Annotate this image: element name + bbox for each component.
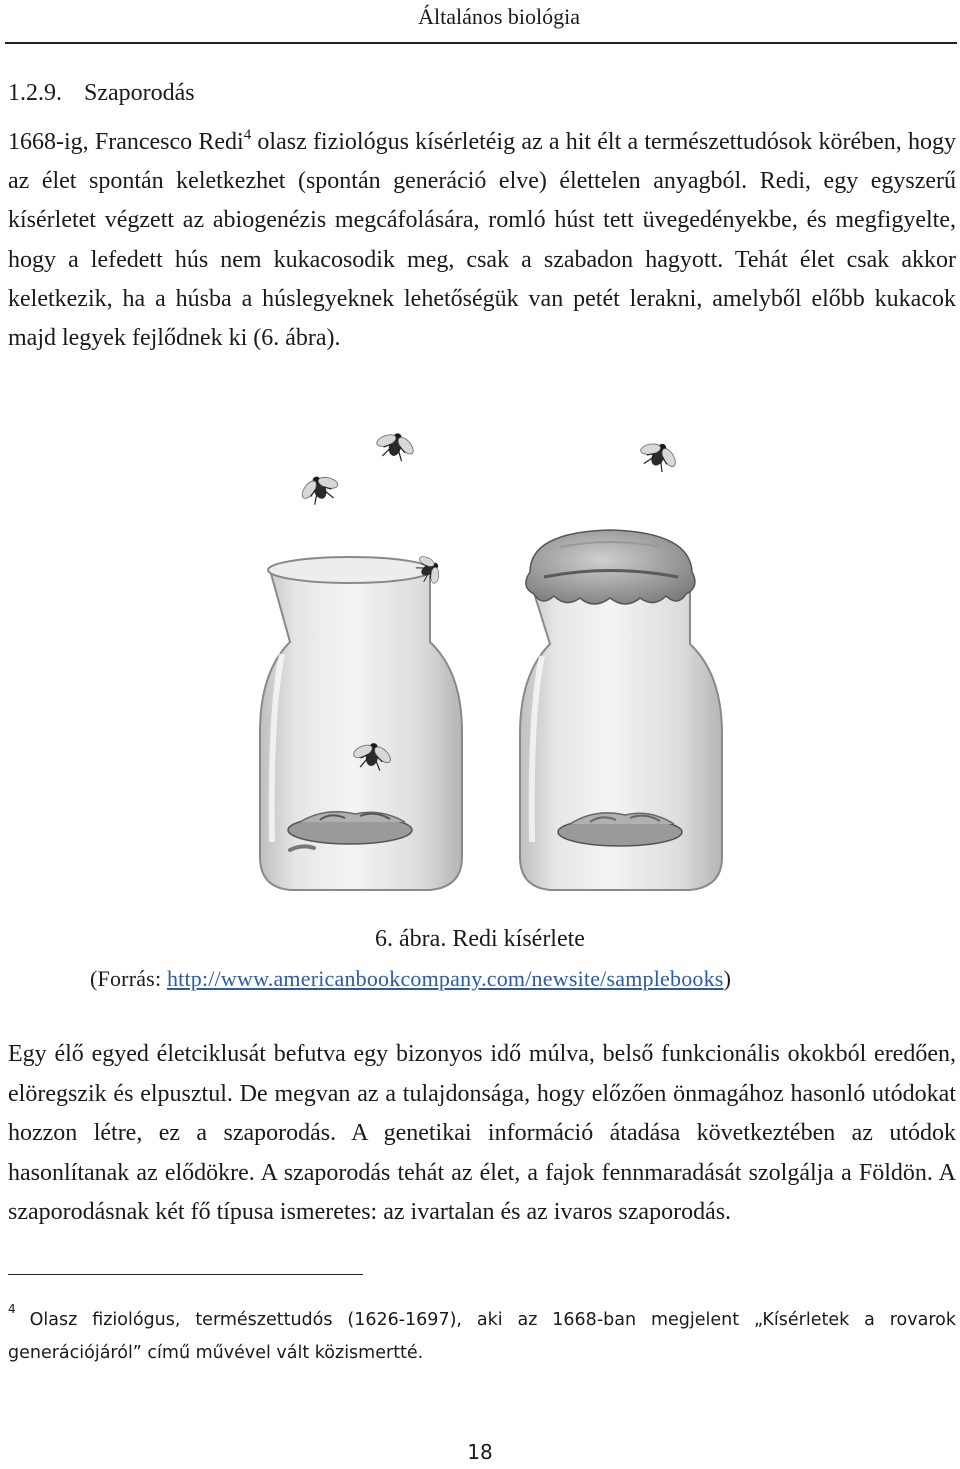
- footnote-reference[interactable]: 4: [243, 127, 252, 143]
- source-suffix: ): [723, 966, 732, 991]
- fly-icon: [295, 470, 343, 509]
- section-heading: [8, 80, 195, 107]
- footnote-marker: 4: [8, 1302, 16, 1316]
- fly-icon: [634, 435, 683, 476]
- footnote-separator: [8, 1274, 363, 1275]
- footnote: [8, 1304, 956, 1370]
- figure-caption: 6. ábra. Redi kísérlete: [375, 926, 585, 952]
- source-prefix: (Forrás:: [90, 966, 167, 991]
- section-number: 1.2.9.: [8, 80, 62, 106]
- footnote-text: Olasz fiziológus, természettudós (1626-1697), aki az 1668-ban megjelent „Kísérletek a rovarok generációjáról” című művével vált közismertté.: [8, 1310, 956, 1363]
- header-rule: [5, 42, 957, 44]
- para1-start: 1668-ig, Francesco Redi: [8, 129, 244, 155]
- page-number: 18: [467, 1440, 493, 1464]
- fly-icon: [372, 428, 419, 464]
- redi-experiment-illustration: [230, 412, 730, 912]
- intro-paragraph: [8, 123, 956, 358]
- covered-jar: [520, 530, 722, 890]
- source-link[interactable]: http://www.americanbookcompany.com/newsite/samplebooks: [166, 966, 724, 991]
- open-jar: [260, 550, 462, 890]
- para1-rest: olasz fiziológus kísérletéig az a hit élt a természettudósok körében, hogy az élet spontán keletkezhet (spontán generáció elve) élettelen anyagból. Redi, egy egyszerű kísérletet végzett az abiogenézis megcáfolására, romló húst tett üvegedényekbe, és megfigyelte, hogy a lefedett hús nem kukacosodik meg, csak a szabadon hagyott. Tehát élet csak akkor keletkezik, ha a húsba a húslegyeknek lehetőségük van petét lerakni, amelyből előbb kukacok majd legyek fejlődnek ki (6. ábra).: [8, 129, 956, 352]
- figure-source: [90, 966, 731, 992]
- reproduction-paragraph: Egy élő egyed életciklusát befutva egy bizonyos idő múlva, belső funkcionális okokból eredően, elöregszik és elpusztul. De megvan az a tulajdonsága, hogy előzően önmagához hasonló utódokat hozzon létre, ez a szaporodás. A genetikai információ átadása következtében az utódok hasonlítanak az elődökre. A szaporodás tehát az élet, a fajok fennmaradását szolgálja a Földön. A szaporodásnak két fő típusa ismeretes: az ivartalan és az ivaros szaporodás.: [8, 1041, 956, 1225]
- section-title: Szaporodás: [84, 80, 195, 106]
- running-header: Általános biológia: [418, 4, 580, 29]
